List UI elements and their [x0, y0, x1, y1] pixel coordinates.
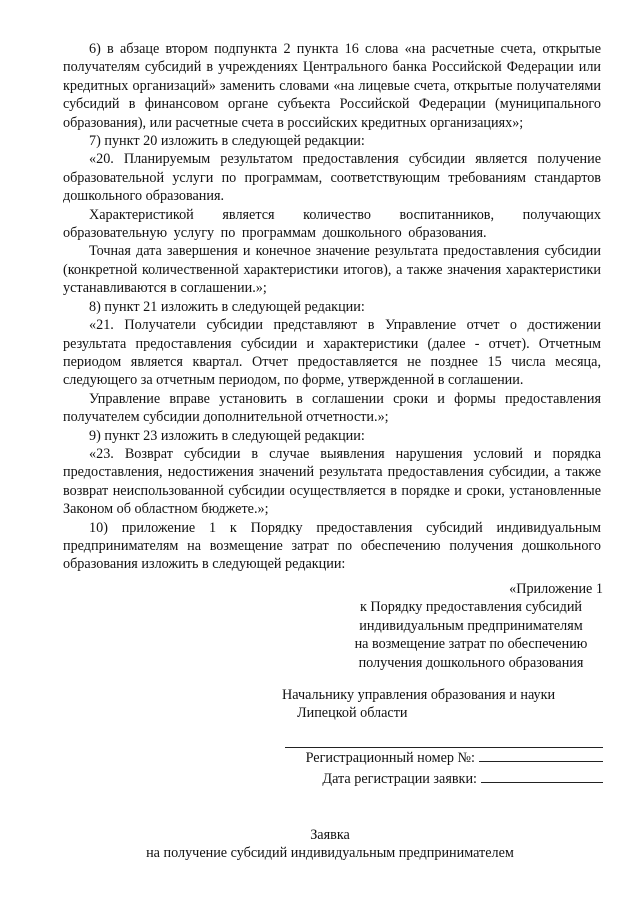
paragraph-7: 7) пункт 20 изложить в следующей редакции: [89, 133, 365, 150]
appendix-line-4: на возмещение затрат по обеспечению [354, 636, 588, 653]
paragraph-characteristic: Характеристикой является количество воспитанников, получающих образовательную услугу по программам дошкольного образования. [63, 206, 601, 242]
paragraph-6: 6) в абзаце втором подпункта 2 пункта 16 слова «на расчетные счета, открытые получателям субсидий в учреждениях Центрального банка Российской Федерации или кредитных организаций» заменить словами «на лицевые счета, открытые получателями субсидий в финансовом органе субъекта Российской Федерации (муниципального образования), или расчетные счета в российских кредитных организациях»; [63, 41, 601, 131]
paragraph-9: 9) пункт 23 изложить в следующей редакции: [89, 427, 365, 444]
signature-blank-line [283, 735, 603, 748]
addressee-line-1: Начальнику управления образования и науки [282, 687, 556, 703]
appendix-line-2: к Порядку предоставления субсидий [359, 599, 583, 616]
registration-block [283, 735, 603, 790]
addressee-block [282, 686, 602, 723]
registration-number-field [479, 749, 603, 762]
appendix-number: «Приложение 1 [509, 581, 603, 597]
paragraph-8: 8) пункт 21 изложить в следующей редакции: [89, 298, 365, 315]
blank-field [285, 735, 603, 748]
registration-date-field [481, 770, 603, 783]
appendix-line-5: получения дошкольного образования [358, 654, 584, 671]
paragraph-exact-date: Точная дата завершения и конечное значение результата предоставления субсидии (конкретной количественной характеристики итогов), а также значения характеристики устанавливаются в соглашении.»; [63, 243, 601, 297]
paragraph-10: 10) приложение 1 к Порядку предоставления субсидий индивидуальным предпринимателям на возмещение затрат по обеспечению получения дошкольного образования изложить в следующей редакции: [63, 519, 601, 573]
registration-date-row [283, 769, 603, 790]
registration-date-label: Дата регистрации заявки: [322, 771, 477, 787]
paragraph-reporting: Управление вправе установить в соглашении сроки и формы предоставления получателем субсидии дополнительной отчетности.»; [63, 390, 601, 426]
paragraph-23-text: «23. Возврат субсидии в случае выявления нарушения условий и порядка предоставления, недостижения значений результата предоставления субсидии, а также возврат неиспользованной субсидии осуществляется в порядке и сроки, установленные Законом об областном бюджете.»; [63, 445, 601, 518]
registration-number-label: Регистрационный номер №: [305, 750, 475, 766]
application-subtitle: на получение субсидий индивидуальным предпринимателем [146, 845, 514, 862]
application-title-block [0, 826, 640, 863]
paragraph-21-text: «21. Получатели субсидии представляют в Управление отчет о достижении результата предоставления субсидии и характеристики (далее - отчет). Отчетным периодом является квартал. Отчет предоставляется не позднее 15 числа месяца, следующего за отчетным периодом, по форме, утвержденной в соглашении. [63, 317, 601, 389]
registration-number-row [283, 748, 603, 769]
addressee-line-2: Липецкой области [297, 705, 408, 722]
appendix-header [303, 580, 603, 672]
application-title: Заявка [310, 827, 350, 843]
amendment-text [63, 40, 601, 574]
paragraph-20-text: «20. Планируемым результатом предоставления субсидии является получение образовательной услуги по программам, соответствующим требованиям стандартов дошкольного образования. [63, 151, 601, 205]
appendix-line-3: индивидуальным предпринимателям [359, 617, 583, 634]
